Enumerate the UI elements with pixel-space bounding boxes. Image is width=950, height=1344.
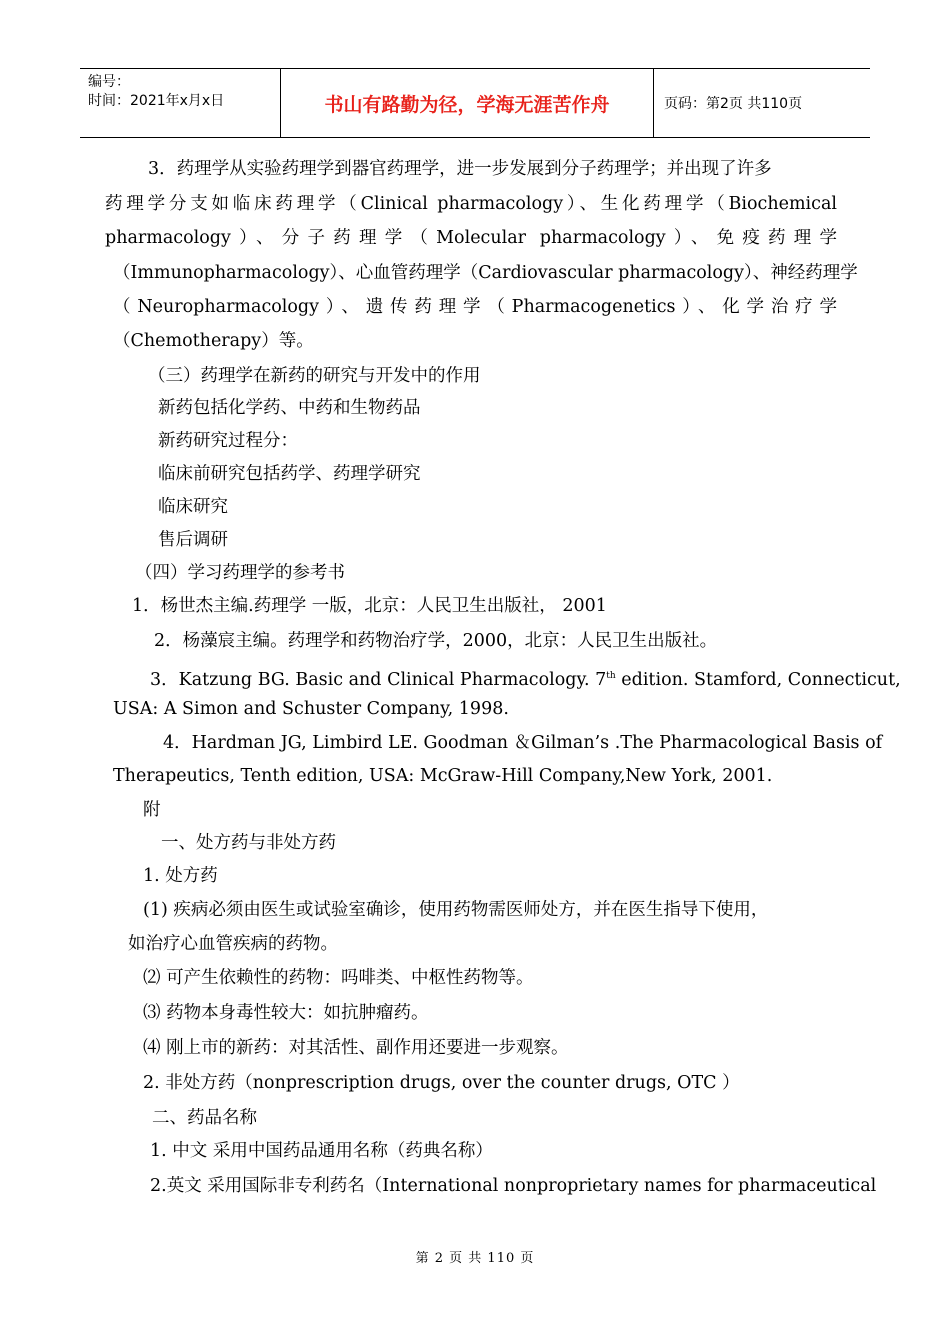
section-3-item-3: 临床前研究包括药学、药理学研究 bbox=[158, 464, 421, 484]
p3-line-1: 3．药理学从实验药理学到器官药理学，进一步发展到分子药理学；并出现了许多 bbox=[148, 159, 772, 179]
header-meta-cell bbox=[80, 69, 281, 137]
section-3-item-5: 售后调研 bbox=[158, 530, 228, 550]
p3-line-4: （Immunopharmacology）、心血管药理学（Cardiovascular pharmacology）、神经药理学 bbox=[113, 263, 858, 283]
section-3-item-2: 新药研究过程分： bbox=[158, 431, 298, 451]
p3-line-6: （Chemotherapy）等。 bbox=[113, 331, 314, 351]
page-footer: 第 2 页 共 110 页 bbox=[415, 1251, 535, 1266]
prescription-item-2: ⑵ 可产生依赖性的药物：吗啡类、中枢性药物等。 bbox=[143, 968, 534, 988]
reference-3-text-b: edition. Stamford, Connecticut, bbox=[615, 669, 901, 690]
reference-4-line-2: Therapeutics, Tenth edition, USA: McGraw-Hill Company,New York, 2001. bbox=[113, 766, 773, 786]
p3-line-2: 药理学分支如临床药理学（Clinical pharmacology）、生化药理学（Biochemical bbox=[105, 194, 837, 214]
reference-3-superscript: th bbox=[606, 671, 616, 681]
prescription-item-3: ⑶ 药物本身毒性较大：如抗肿瘤药。 bbox=[143, 1003, 429, 1023]
section-4-title: （四）学习药理学的参考书 bbox=[135, 563, 345, 583]
reference-3-line-2: USA: A Simon and Schuster Company, 1998. bbox=[113, 699, 509, 719]
p3-line-3: pharmacology）、分子药理学（Molecular pharmacology）、免疫药理学 bbox=[105, 228, 837, 248]
drug-name-chinese: 1. 中文 采用中国药品通用名称（药典名称） bbox=[150, 1141, 493, 1161]
p3-line-5: （Neuropharmacology）、遗传药理学（Pharmacogenetics）、化学治疗学 bbox=[113, 297, 837, 317]
section-3-item-4: 临床研究 bbox=[158, 497, 228, 517]
prescription-heading: 1. 处方药 bbox=[143, 866, 218, 886]
appendix-label: 附 bbox=[143, 800, 161, 820]
section-3-title: （三）药理学在新药的研究与开发中的作用 bbox=[148, 366, 481, 386]
drug-name-english: 2.英文 采用国际非专利药名（International nonproprietary names for pharmaceutical bbox=[150, 1176, 877, 1196]
time-label: 时间：2021年x月x日 bbox=[88, 93, 225, 109]
reference-3-line-1 bbox=[150, 665, 901, 691]
header-page-label: 页码：第2页 共110页 bbox=[664, 96, 803, 112]
reference-2: 2．杨藻宸主编。药理学和药物治疗学，2000，北京：人民卫生出版社。 bbox=[154, 631, 718, 651]
reference-4-line-1: 4．Hardman JG, Limbird LE. Goodman ＆Gilman’s .The Pharmacological Basis of bbox=[163, 733, 883, 753]
header-motto: 书山有路勤为径，学海无涯苦作舟 bbox=[281, 69, 654, 137]
appendix-section-1-title: 一、处方药与非处方药 bbox=[161, 833, 336, 853]
header-table bbox=[80, 68, 870, 138]
prescription-item-1-line-1: (1) 疾病必须由医生或试验室确诊，使用药物需医师处方，并在医生指导下使用， bbox=[143, 900, 769, 920]
number-label: 编号： bbox=[88, 74, 130, 90]
prescription-item-1-line-2: 如治疗心血管疾病的药物。 bbox=[128, 934, 338, 954]
appendix-section-2-title: 二、药品名称 bbox=[152, 1108, 257, 1128]
prescription-item-4: ⑷ 刚上市的新药：对其活性、副作用还要进一步观察。 bbox=[143, 1038, 569, 1058]
otc-heading: 2. 非处方药（nonprescription drugs, over the counter drugs, OTC ） bbox=[143, 1073, 740, 1093]
section-3-item-1: 新药包括化学药、中药和生物药品 bbox=[158, 398, 421, 418]
reference-1: 1．杨世杰主编.药理学 一版，北京：人民卫生出版社， 2001 bbox=[132, 596, 607, 616]
reference-3-text-a: 3．Katzung BG. Basic and Clinical Pharmacology. 7 bbox=[150, 669, 607, 690]
